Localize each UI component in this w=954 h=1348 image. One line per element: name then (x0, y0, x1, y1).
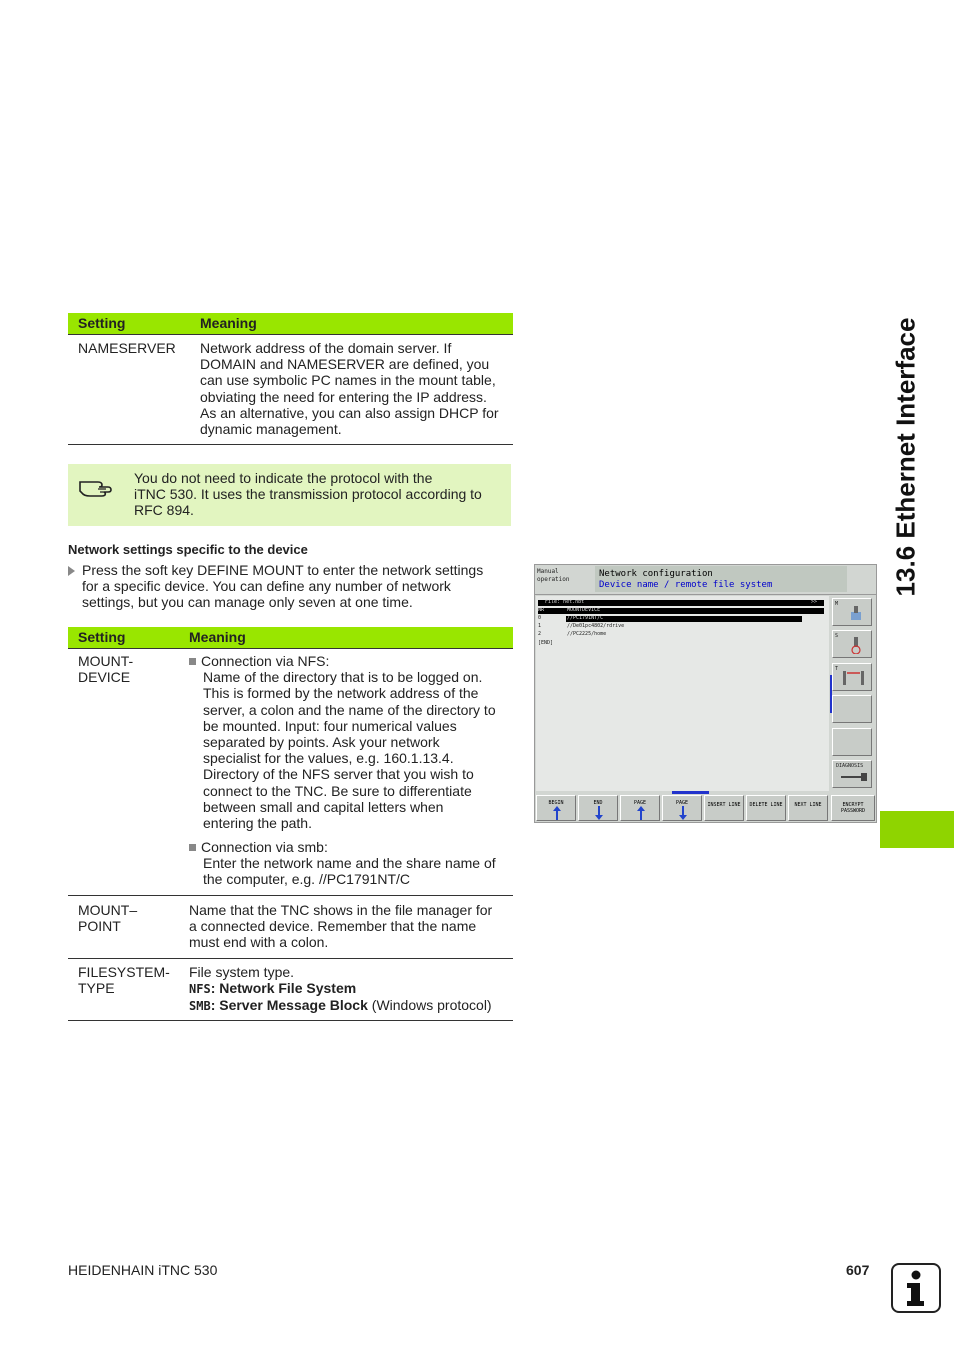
table2-header-meaning: Meaning (189, 629, 246, 645)
softkey-encrypt-password: ENCRYPT PASSWORD (831, 795, 875, 821)
table1-header (68, 313, 513, 335)
table2-mount-device-smb: Connection via smb: Enter the network name and the share name of the computer, e.g. //PC1791NT/C (189, 839, 509, 888)
info-glyph (893, 1265, 939, 1311)
screen-end-marker: [END] (538, 640, 554, 646)
screen-row-path: //PC2225/home (567, 631, 607, 637)
softkey-begin: BEGIN (536, 795, 576, 821)
screen-header-nr: NR (538, 607, 545, 613)
table2-rule-2 (68, 958, 513, 959)
arrow-down-icon (595, 806, 603, 820)
spindle-icon (847, 636, 865, 654)
chapter-tab (880, 811, 954, 848)
screen-row-nr: 1 (538, 623, 542, 629)
screen-side-button-diagnosis: DIAGNOSIS (832, 760, 872, 788)
table1-meaning-nameserver: Network address of the domain server. If DOMAIN and NAMESERVER are defined, you can use symbolic PC names in the mount table, obviating the need for entering the IP address. As an alternative, you can also assign DHCP for dynamic management. (200, 340, 499, 438)
arrow-up-icon (637, 806, 645, 820)
table1-bottom-rule (68, 444, 513, 445)
info-icon (891, 1263, 941, 1313)
machine-icon (847, 604, 865, 622)
table1-header-meaning: Meaning (200, 315, 257, 331)
footer-product: HEIDENHAIN iTNC 530 (68, 1262, 218, 1278)
table2-mount-device-nfs: Connection via NFS: Name of the directory that is to be logged on. This is formed by the network address of the server, a colon and the name of the directory to be mounted. Input: four numerical values separated by points. Ask your network specialist for the values, e.g. 160.1.13.4. Directory of the NFS server that you wish to connect to the TNC. Be sure to differentiate between small and capital letters when entering the path. (189, 653, 509, 831)
tnc-screenshot (534, 564, 877, 823)
section-heading: Network settings specific to the device (68, 542, 308, 557)
table2-meaning-filesystem-type: File system type. NFS: Network File System SMB: Server Message Block (Windows protocol) (189, 964, 492, 1014)
screen-side-button-s: S (832, 630, 872, 658)
note-text: You do not need to indicate the protocol with the iTNC 530. It uses the transmission protocol according to RFC 894. (134, 470, 482, 519)
softkey-delete-line: DELETE LINE (746, 795, 786, 821)
screen-file-arrow: >> (811, 599, 818, 605)
footer-page-number: 607 (846, 1262, 870, 1278)
screen-side-button-empty (832, 728, 872, 756)
chapter-title-text: 13.6 Ethernet Interface (890, 317, 921, 597)
bullet-square-icon (189, 844, 196, 851)
screen-header-col: MOUNTDEVICE (567, 607, 601, 613)
softkey-insert-line: INSERT LINE (704, 795, 744, 821)
table2-bottom-rule (68, 1020, 513, 1021)
softkey-page-down: PAGE (662, 795, 702, 821)
bullet-text: Press the soft key DEFINE MOUNT to enter the network settings for a specific device. You can define any number of network settings, but you can manage only seven at one time. (82, 562, 484, 611)
table2-setting-mount-point: MOUNT– POINT (78, 902, 138, 935)
arrow-down-icon (679, 806, 687, 820)
bullet-square-icon (189, 658, 196, 665)
table2-rule-1 (68, 895, 513, 896)
softkey-page-up: PAGE (620, 795, 660, 821)
diagnosis-icon (839, 770, 869, 784)
screen-row-nr: 2 (538, 631, 542, 637)
arrow-up-icon (553, 806, 561, 820)
table2-setting-filesystem-type: FILESYSTEM- TYPE (78, 964, 170, 997)
screen-title1: Network configuration (599, 569, 713, 579)
softkey-end: END (578, 795, 618, 821)
bullet-arrow-icon (68, 566, 75, 576)
screen-file-line: File: net.nbt (545, 599, 585, 605)
screen-side-button-empty (832, 695, 872, 723)
screen-row-path: //PC1791NT/C (567, 615, 604, 621)
screen-title2: Device name / remote file system (599, 580, 773, 590)
table2-setting-mount-device: MOUNT- DEVICE (78, 653, 134, 686)
chapter-side-title (876, 312, 936, 602)
tool-icon (839, 667, 869, 689)
table1-header-setting: Setting (78, 315, 126, 331)
note-box (68, 464, 511, 526)
screen-row-path: //De01pc4802/rdrive (567, 623, 625, 629)
screen-mode-line1: Manual (537, 568, 559, 575)
table2-header-setting: Setting (78, 629, 126, 645)
table2-header (68, 627, 513, 649)
screen-side-button-t: T (832, 663, 872, 691)
table2-meaning-mount-point: Name that the TNC shows in the file manager for a connected device. Remember that the name must end with a colon. (189, 902, 493, 951)
screen-row-nr: 0 (538, 615, 542, 621)
screen-mode-line2: operation (537, 576, 570, 583)
screen-softkey-indicator (672, 791, 709, 794)
pointing-hand-icon (78, 474, 114, 500)
table1-setting-nameserver: NAMESERVER (78, 340, 176, 356)
screen-side-button-m: M (832, 598, 872, 626)
softkey-next-line: NEXT LINE (788, 795, 828, 821)
